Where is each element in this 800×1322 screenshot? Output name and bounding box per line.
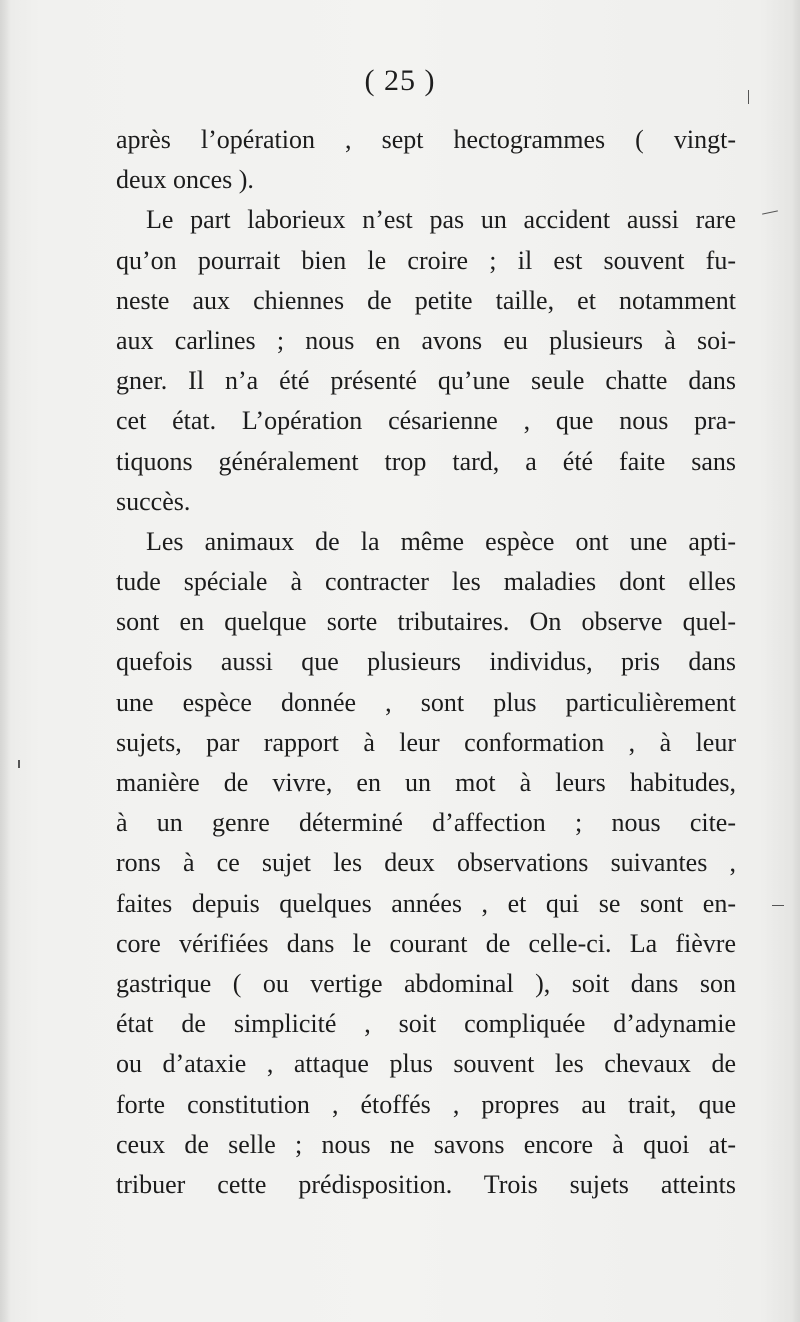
body-text xyxy=(116,120,736,1205)
text-line: quefois aussi que plusieurs individus, pris dans xyxy=(116,647,736,677)
text-line: gastrique ( ou vertige abdominal ), soit dans son xyxy=(116,968,736,998)
text-line: aux carlines ; nous en avons eu plusieurs à soi- xyxy=(116,325,736,355)
text-line: après l’opération , sept hectogrammes ( vingt- xyxy=(116,125,736,154)
text-line: une espèce donnée , sont plus particulièrement xyxy=(116,687,736,717)
text-line: tribuer cette prédisposition. Trois sujets atteints xyxy=(116,1169,736,1199)
page-right-edge-shadow xyxy=(792,0,800,1322)
text-line: core vérifiées dans le courant de celle-ci. La fièvre xyxy=(116,928,736,958)
text-line: cet état. L’opération césarienne , que nous pra- xyxy=(116,406,736,436)
text-line: forte constitution , étoffés , propres au trait, que xyxy=(116,1089,736,1119)
margin-mark xyxy=(762,210,778,214)
text-line: succès. xyxy=(116,486,191,516)
text-line: deux onces ). xyxy=(116,165,254,195)
text-line: neste aux chiennes de petite taille, et notamment xyxy=(116,285,736,315)
text-line: rons à ce sujet les deux observations suivantes , xyxy=(116,848,736,878)
text-line: manière de vivre, en un mot à leurs habitudes, xyxy=(116,768,736,797)
text-line: tiquons généralement trop tard, a été faite sans xyxy=(116,446,736,476)
text-line: ceux de selle ; nous ne savons encore à quoi at- xyxy=(116,1129,736,1159)
page-left-edge-shadow xyxy=(0,0,10,1322)
text-line: état de simplicité , soit compliquée d’adynamie xyxy=(116,1009,736,1039)
text-line: gner. Il n’a été présenté qu’une seule chatte dans xyxy=(116,366,736,396)
text-line: Les animaux de la même espèce ont une apti- xyxy=(146,526,736,556)
text-line: sont en quelque sorte tributaires. On observe quel- xyxy=(116,607,736,637)
text-line: qu’on pourrait bien le croire ; il est souvent fu- xyxy=(116,245,736,275)
text-line: ou d’ataxie , attaque plus souvent les chevaux de xyxy=(116,1049,736,1079)
text-line: sujets, par rapport à leur conformation , à leur xyxy=(116,727,736,757)
text-line: tude spéciale à contracter les maladies dont elles xyxy=(116,567,736,597)
text-line: faites depuis quelques années , et qui se sont en- xyxy=(116,888,736,918)
text-line: à un genre déterminé d’affection ; nous cite- xyxy=(116,808,736,838)
page-number: ( 25 ) xyxy=(364,64,436,97)
text-line: Le part laborieux n’est pas un accident aussi rare xyxy=(146,205,736,235)
margin-mark xyxy=(772,905,784,906)
margin-mark xyxy=(18,760,20,768)
